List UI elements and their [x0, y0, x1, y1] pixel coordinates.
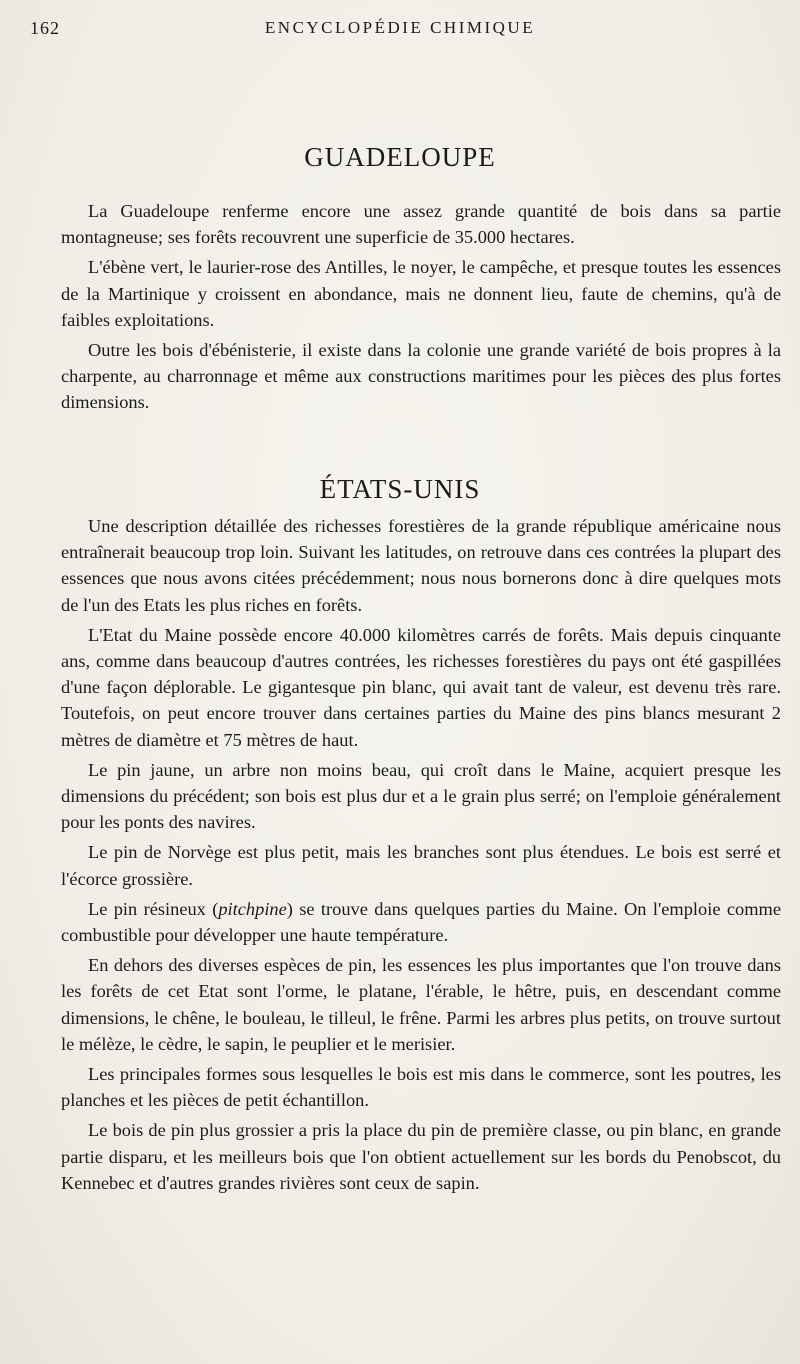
- pitchpine-after: ) se trouve dans quelques parties du Maine. On: [286, 898, 647, 919]
- paragraph: Le bois de pin plus grossier a pris la place du pin de première classe, ou pin blanc, en grande partie disparu, et les meilleurs bois que l'on obtient actuellement sur les bords du Penobscot, du Kennebec et d'autres grandes rivières sont ceux de sapin.: [61, 1120, 781, 1193]
- paragraph: Une description détaillée des richesses forestières de la grande république américaine nous entraînerait beaucoup trop loin. Suivant les latitudes, on retrouve dans ces contrées la plupart des essences que nous avons citées précédemment; nous nous bornerons donc à dire quelques mots de l'un des Etats les plus riches en forêts.: [61, 516, 781, 615]
- paragraph: Le pin de Norvège est plus petit, mais les branches sont plus étendues. Le bois est serré et l'écorce grossière.: [61, 842, 781, 889]
- paragraph: L'Etat du Maine possède encore 40.000 kilomètres carrés de forêts. Mais depuis cinquante ans, comme dans beaucoup d'autres contrées, les richesses forestières du pays ont été gaspillées d'une façon déplorable. Le gigantesque pin blanc, qui avait tant de valeur, est devenu très rare. Toutefois, on peut encore trouver dans certaines parties du Maine des pins blancs mesurant 2 mètres de diamètre et 75 mètres de haut.: [61, 624, 781, 750]
- running-head: [30, 18, 770, 44]
- paragraph: Les principales formes sous lesquelles le bois est mis dans le commerce, sont les poutres, les planches et les pièces de petit échantillon.: [61, 1064, 781, 1111]
- paragraph: Le pin jaune, un arbre non moins beau, qui croît dans le Maine, acquiert presque les dimensions du précédent; son bois est plus dur et a le grain plus serré; on l'emploie généralement pour les ponts des navires.: [61, 759, 781, 833]
- paragraph: En dehors des diverses espèces de pin, les essences les plus importantes que l'on trouve dans les forêts de cet Etat sont l'orme, le platane, l'érable, le hêtre, puis, en descendant comme dimensions, le chêne, le bouleau, le tilleul, le frêne. Parmi les arbres plus petits, on trouve surtout le mélèze, le cèdre, le sapin, le peuplier et le merisier.: [61, 955, 781, 1054]
- page-number: 162: [30, 18, 60, 38]
- pitchpine-term: pitchpine: [218, 898, 287, 919]
- pitchpine-before: Le pin résineux (: [88, 898, 219, 919]
- section-title-etats-unis: ÉTATS-UNIS: [319, 474, 481, 505]
- running-title: ENCYCLOPÉDIE CHIMIQUE: [264, 18, 536, 37]
- paragraph: L'ébène vert, le laurier-rose des Antilles, le noyer, le campêche, et presque toutes les essences de la Martinique y croissent en abondance, mais ne donnent lieu, faute de chemins, qu'à de faibles exploitations.: [61, 257, 781, 330]
- section-title-guadeloupe: GUADELOUPE: [304, 142, 496, 173]
- section-body-etats-unis: [61, 513, 781, 1200]
- paragraph: La Guadeloupe renferme encore une assez grande quantité de bois dans sa partie montagneuse; ses forêts recouvrent une superficie de 35.000 hectares.: [61, 201, 781, 248]
- section-body-guadeloupe: [61, 198, 781, 420]
- paragraph-pitchpine: [61, 896, 781, 948]
- paragraph: Outre les bois d'ébénisterie, il existe dans la colonie une grande variété de bois propres à la charpente, au charronnage et même aux constructions maritimes pour les pièces des plus fortes dimensions.: [61, 340, 781, 413]
- pitchpine-continuation: l'emploie comme combustible pour développer une haute température.: [61, 898, 781, 946]
